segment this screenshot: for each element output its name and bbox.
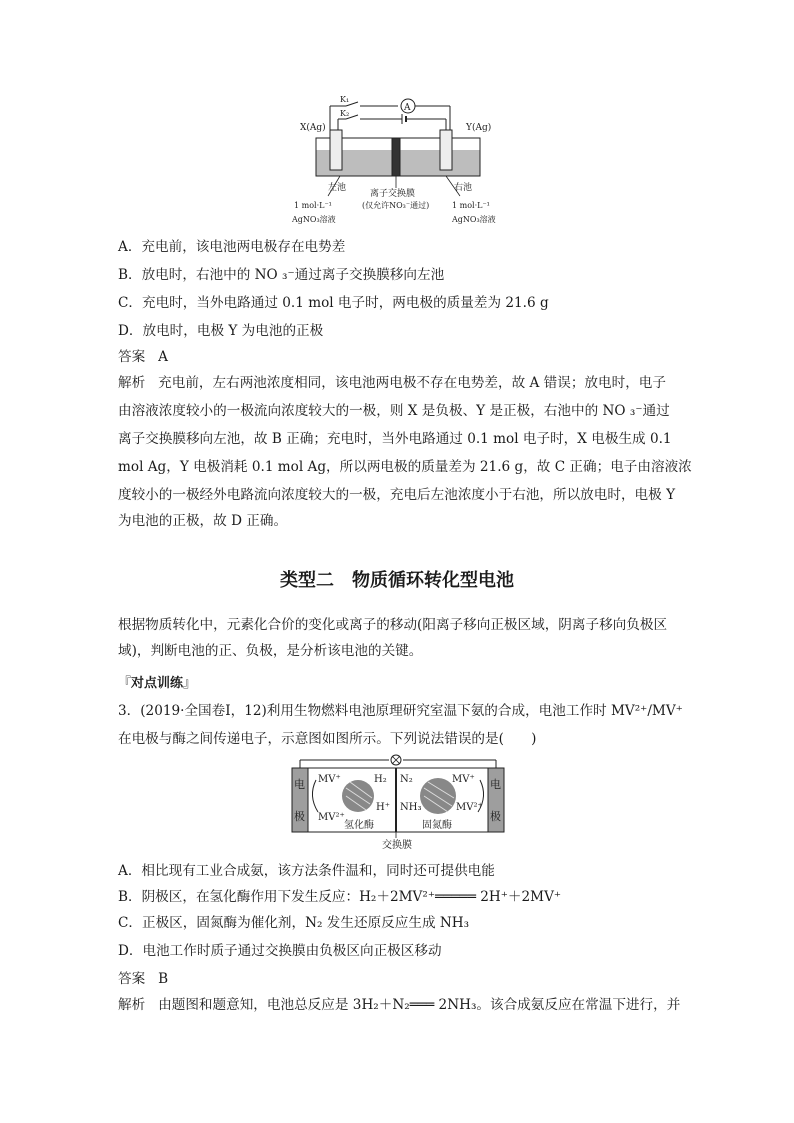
- answer-value: B: [158, 971, 169, 987]
- mv-left-top: MV⁺: [318, 774, 341, 785]
- q3-stem-line-2: 在电极与酶之间传递电子，示意图如图所示。下列说法错误的是( ): [118, 731, 537, 747]
- hydrogenase-label: 氢化酶: [344, 820, 374, 831]
- analysis-label: 解析: [118, 375, 146, 391]
- left-concentration: 1 mol·L⁻¹: [294, 201, 332, 210]
- mv-right-top: MV⁺: [452, 774, 475, 785]
- tag-open-bracket: 『: [118, 676, 132, 691]
- hplus-label: H⁺: [376, 802, 390, 813]
- membrane-note: (仅允许NO₃⁻通过): [362, 201, 430, 210]
- switch-k1-label: K₁: [340, 95, 350, 104]
- section-intro-line-2: 域)，判断电池的正、负极，是分析该电池的关键。: [118, 643, 423, 659]
- section-intro-line-1: 根据物质转化中，元素化合价的变化或离子的移动(阳离子移向正极区域，阴离子移向负极区: [118, 617, 668, 633]
- section-title: 类型二 物质循环转化型电池: [280, 570, 514, 591]
- left-electrode-top: 电: [294, 778, 305, 791]
- mv-left-bottom: MV²⁺: [318, 812, 345, 823]
- answer-label: 答案: [118, 349, 146, 365]
- q2-analysis-line-2: 由溶液浓度较小的一极流向浓度较大的一极，则 X 是负极、Y 是正极，右池中的 NO ₃⁻通过: [118, 403, 670, 419]
- left-electrode-bottom: 极: [294, 810, 305, 823]
- q2-analysis-line-6: 为电池的正极，故 D 正确。: [118, 513, 288, 529]
- tag-close-bracket: 』: [183, 676, 197, 691]
- analysis-text: 充电前，左右两池浓度相同，该电池两电极不存在电势差，故 A 错误；放电时，电子: [158, 375, 666, 391]
- answer-label: 答案: [118, 971, 146, 987]
- q2-analysis-line-5: 度较小的一极经外电路流向浓度较大的一极，充电后左池浓度小于右池，所以放电时，电极 Y: [118, 487, 676, 503]
- n2-label: N₂: [400, 774, 413, 785]
- membrane-caption: 交换膜: [382, 840, 412, 851]
- ammeter-label: A: [404, 103, 411, 113]
- answer-value: A: [158, 349, 168, 365]
- q2-option-c: C．充电时，当外电路通过 0.1 mol 电子时，两电极的质量差为 21.6 g: [118, 295, 549, 311]
- h2-label: H₂: [374, 774, 387, 785]
- q2-option-a: A．充电前，该电池两电极存在电势差: [118, 239, 346, 255]
- right-pool-label: 右池: [454, 183, 473, 193]
- nh3-label: NH₃: [400, 802, 422, 813]
- left-pool-label: 左池: [328, 183, 347, 193]
- practice-tag: [118, 672, 196, 691]
- biofuel-cell-diagram: [288, 754, 508, 852]
- q2-answer: [118, 348, 168, 366]
- concentration-cell-diagram: [288, 92, 518, 232]
- right-concentration: 1 mol·L⁻¹: [452, 201, 490, 210]
- q2-analysis-line-3: 离子交换膜移向左池，故 B 正确；充电时，当外电路通过 0.1 mol 电子时，X 电极生成 0.1: [118, 431, 672, 447]
- q2-option-b: B．放电时，右池中的 NO ₃⁻通过离子交换膜移向左池: [118, 267, 445, 283]
- q3-option-a: A．相比现有工业合成氨，该方法条件温和，同时还可提供电能: [118, 863, 495, 879]
- nitrogenase-label: 固氮酶: [422, 820, 452, 831]
- q2-analysis-line-4: mol Ag，Y 电极消耗 0.1 mol Ag，所以两电极的质量差为 21.6 g，故 C 正确；电子由溶液浓: [118, 459, 692, 475]
- electrode-x: [330, 130, 342, 170]
- q3-answer: [118, 970, 168, 988]
- q2-analysis-line-1: [118, 374, 666, 392]
- q3-option-d: D．电池工作时质子通过交换膜由负极区向正极区移动: [118, 943, 442, 959]
- electrode-y: [440, 130, 452, 170]
- right-electrode-label: Y(Ag): [466, 123, 492, 133]
- right-solution: AgNO₃溶液: [452, 215, 496, 224]
- q3-option-b: B．阴极区，在氢化酶作用下发生反应：H₂＋2MV²⁺═════ 2H⁺＋2MV⁺: [118, 889, 562, 905]
- right-electrode-bottom: 极: [490, 810, 501, 823]
- left-solution: AgNO₃溶液: [292, 215, 336, 224]
- analysis-label: 解析: [118, 997, 146, 1013]
- right-electrode-top: 电: [490, 778, 501, 791]
- q3-option-c: C．正极区，固氮酶为催化剂，N₂ 发生还原反应生成 NH₃: [118, 915, 470, 931]
- q3-analysis-line-1: [118, 996, 680, 1014]
- membrane-label: 离子交换膜: [370, 189, 416, 199]
- left-electrode-label: X(Ag): [300, 123, 326, 133]
- q2-option-d: D．放电时，电极 Y 为电池的正极: [118, 323, 324, 339]
- tag-text: 对点训练: [131, 676, 184, 691]
- analysis-text: 由题图和题意知，电池总反应是 3H₂＋N₂═══ 2NH₃。该合成氨反应在常温下进行，并: [158, 997, 681, 1013]
- mv-right-bottom: MV²⁺: [456, 802, 483, 813]
- q3-stem-line-1: 3．(2019·全国卷Ⅰ，12)利用生物燃料电池原理研究室温下氨的合成，电池工作时 MV²⁺/MV⁺: [118, 703, 683, 719]
- ion-exchange-membrane: [392, 138, 400, 176]
- switch-k2-label: K₂: [340, 109, 350, 118]
